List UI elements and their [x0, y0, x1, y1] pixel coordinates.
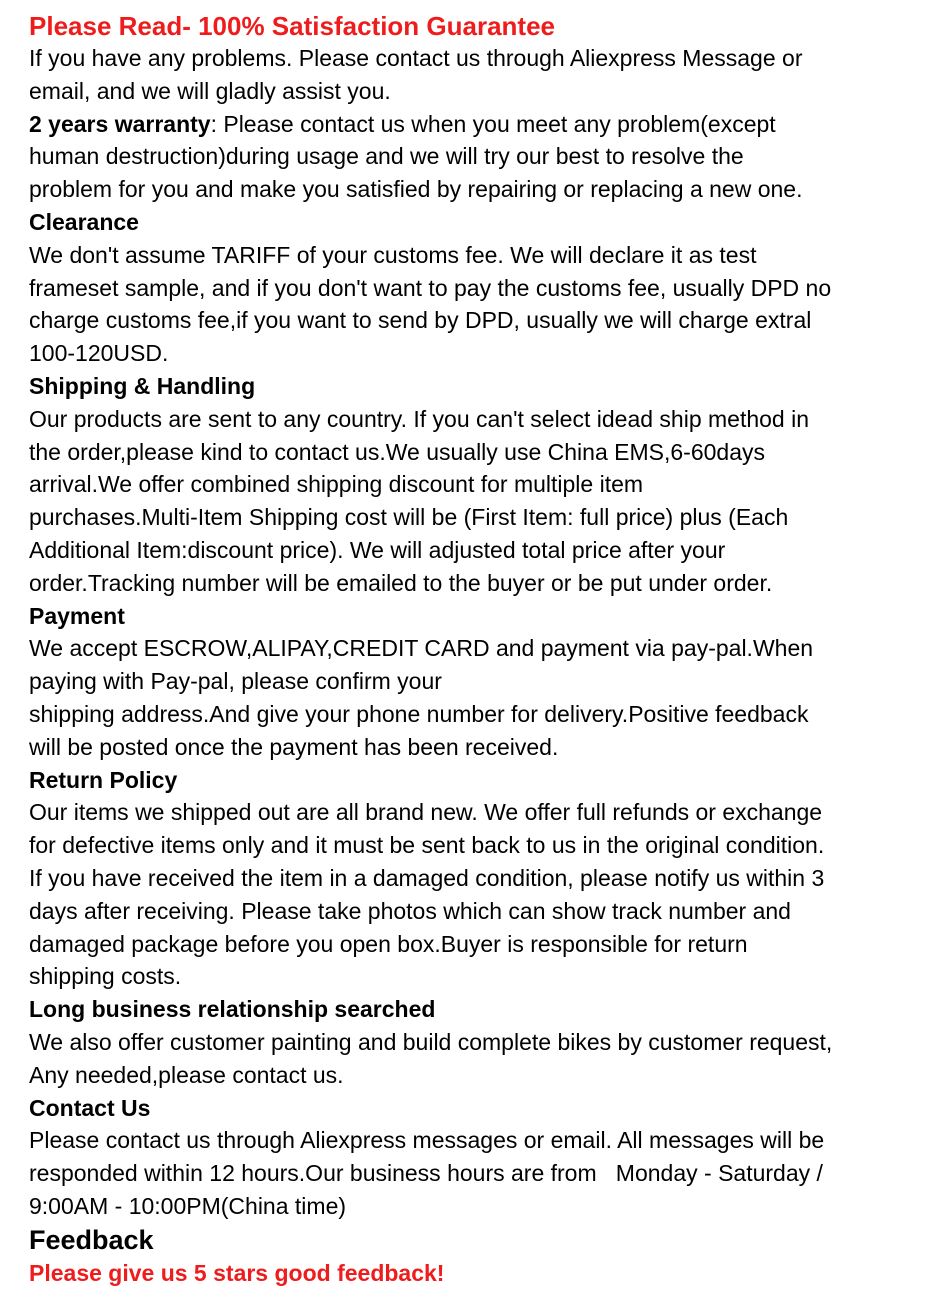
payment-line: will be posted once the payment has been received. [29, 733, 559, 760]
warranty-line [29, 108, 920, 141]
return-policy-line: If you have received the item in a damaged condition, please notify us within 3 [29, 864, 825, 891]
feedback-section [29, 1224, 920, 1289]
contact-section [29, 1092, 920, 1223]
section-heading-return-policy: Return Policy [29, 766, 178, 793]
clearance-line: frameset sample, and if you don't want to pay the customs fee, usually DPD no [29, 274, 832, 301]
payment-line: paying with Pay-pal, please confirm your [29, 668, 442, 695]
contact-line: 9:00AM - 10:00PM(China time) [29, 1192, 347, 1219]
section-heading-payment: Payment [29, 602, 125, 629]
shipping-section [29, 370, 920, 600]
clearance-line: charge customs fee,if you want to send by DPD, usually we will charge extral [29, 307, 812, 334]
warranty-label: 2 years warranty [29, 110, 211, 137]
clearance-section [29, 206, 920, 370]
warranty-line: problem for you and make you satisfied by repairing or replacing a new one. [29, 176, 803, 203]
warranty-line: human destruction)during usage and we will try our best to resolve the [29, 143, 744, 170]
section-heading-clearance: Clearance [29, 208, 139, 235]
contact-line: Please contact us through Aliexpress messages or email. All messages will be [29, 1127, 825, 1154]
page-title: Please Read- 100% Satisfaction Guarantee [29, 11, 556, 41]
shipping-line: order.Tracking number will be emailed to the buyer or be put under order. [29, 569, 773, 596]
payment-line: shipping address.And give your phone number for delivery.Positive feedback [29, 700, 809, 727]
return-policy-line: shipping costs. [29, 963, 182, 990]
clearance-line: We don't assume TARIFF of your customs fee. We will declare it as test [29, 241, 757, 268]
shipping-line: the order,please kind to contact us.We usually use China EMS,6-60days [29, 438, 765, 465]
section-heading-shipping: Shipping & Handling [29, 372, 256, 399]
section-heading-business: Long business relationship searched [29, 996, 436, 1023]
business-line: We also offer customer painting and build complete bikes by customer request, [29, 1028, 833, 1055]
return-policy-line: days after receiving. Please take photos which can show track number and [29, 897, 791, 924]
return-policy-line: for defective items only and it must be sent back to us in the original condition. [29, 832, 825, 859]
return-policy-line: damaged package before you open box.Buyer is responsible for return [29, 930, 748, 957]
warranty-text: : Please contact us when you meet any problem(except [210, 110, 776, 137]
feedback-request: Please give us 5 stars good feedback! [29, 1259, 445, 1286]
return-policy-line: Our items we shipped out are all brand new. We offer full refunds or exchange [29, 799, 823, 826]
payment-line: We accept ESCROW,ALIPAY,CREDIT CARD and payment via pay-pal.When [29, 635, 814, 662]
shipping-line: Our products are sent to any country. If you can't select idead ship method in [29, 405, 810, 432]
section-heading-contact: Contact Us [29, 1094, 151, 1121]
shipping-line: arrival.We offer combined shipping discount for multiple item [29, 471, 644, 498]
clearance-line: 100-120USD. [29, 340, 169, 367]
warranty-section [29, 108, 920, 206]
intro-line: If you have any problems. Please contact us through Aliexpress Message or [29, 45, 803, 71]
return-policy-section [29, 764, 920, 994]
business-section [29, 993, 920, 1091]
intro-section [29, 42, 920, 108]
intro-line: email, and we will gladly assist you. [29, 77, 391, 104]
shipping-line: Additional Item:discount price). We will adjusted total price after your [29, 536, 726, 563]
section-heading-feedback: Feedback [29, 1224, 154, 1255]
payment-section [29, 600, 920, 764]
shipping-line: purchases.Multi-Item Shipping cost will be (First Item: full price) plus (Each [29, 504, 789, 531]
contact-line: responded within 12 hours.Our business hours are from Monday - Saturday / [29, 1160, 823, 1187]
business-line: Any needed,please contact us. [29, 1061, 344, 1088]
